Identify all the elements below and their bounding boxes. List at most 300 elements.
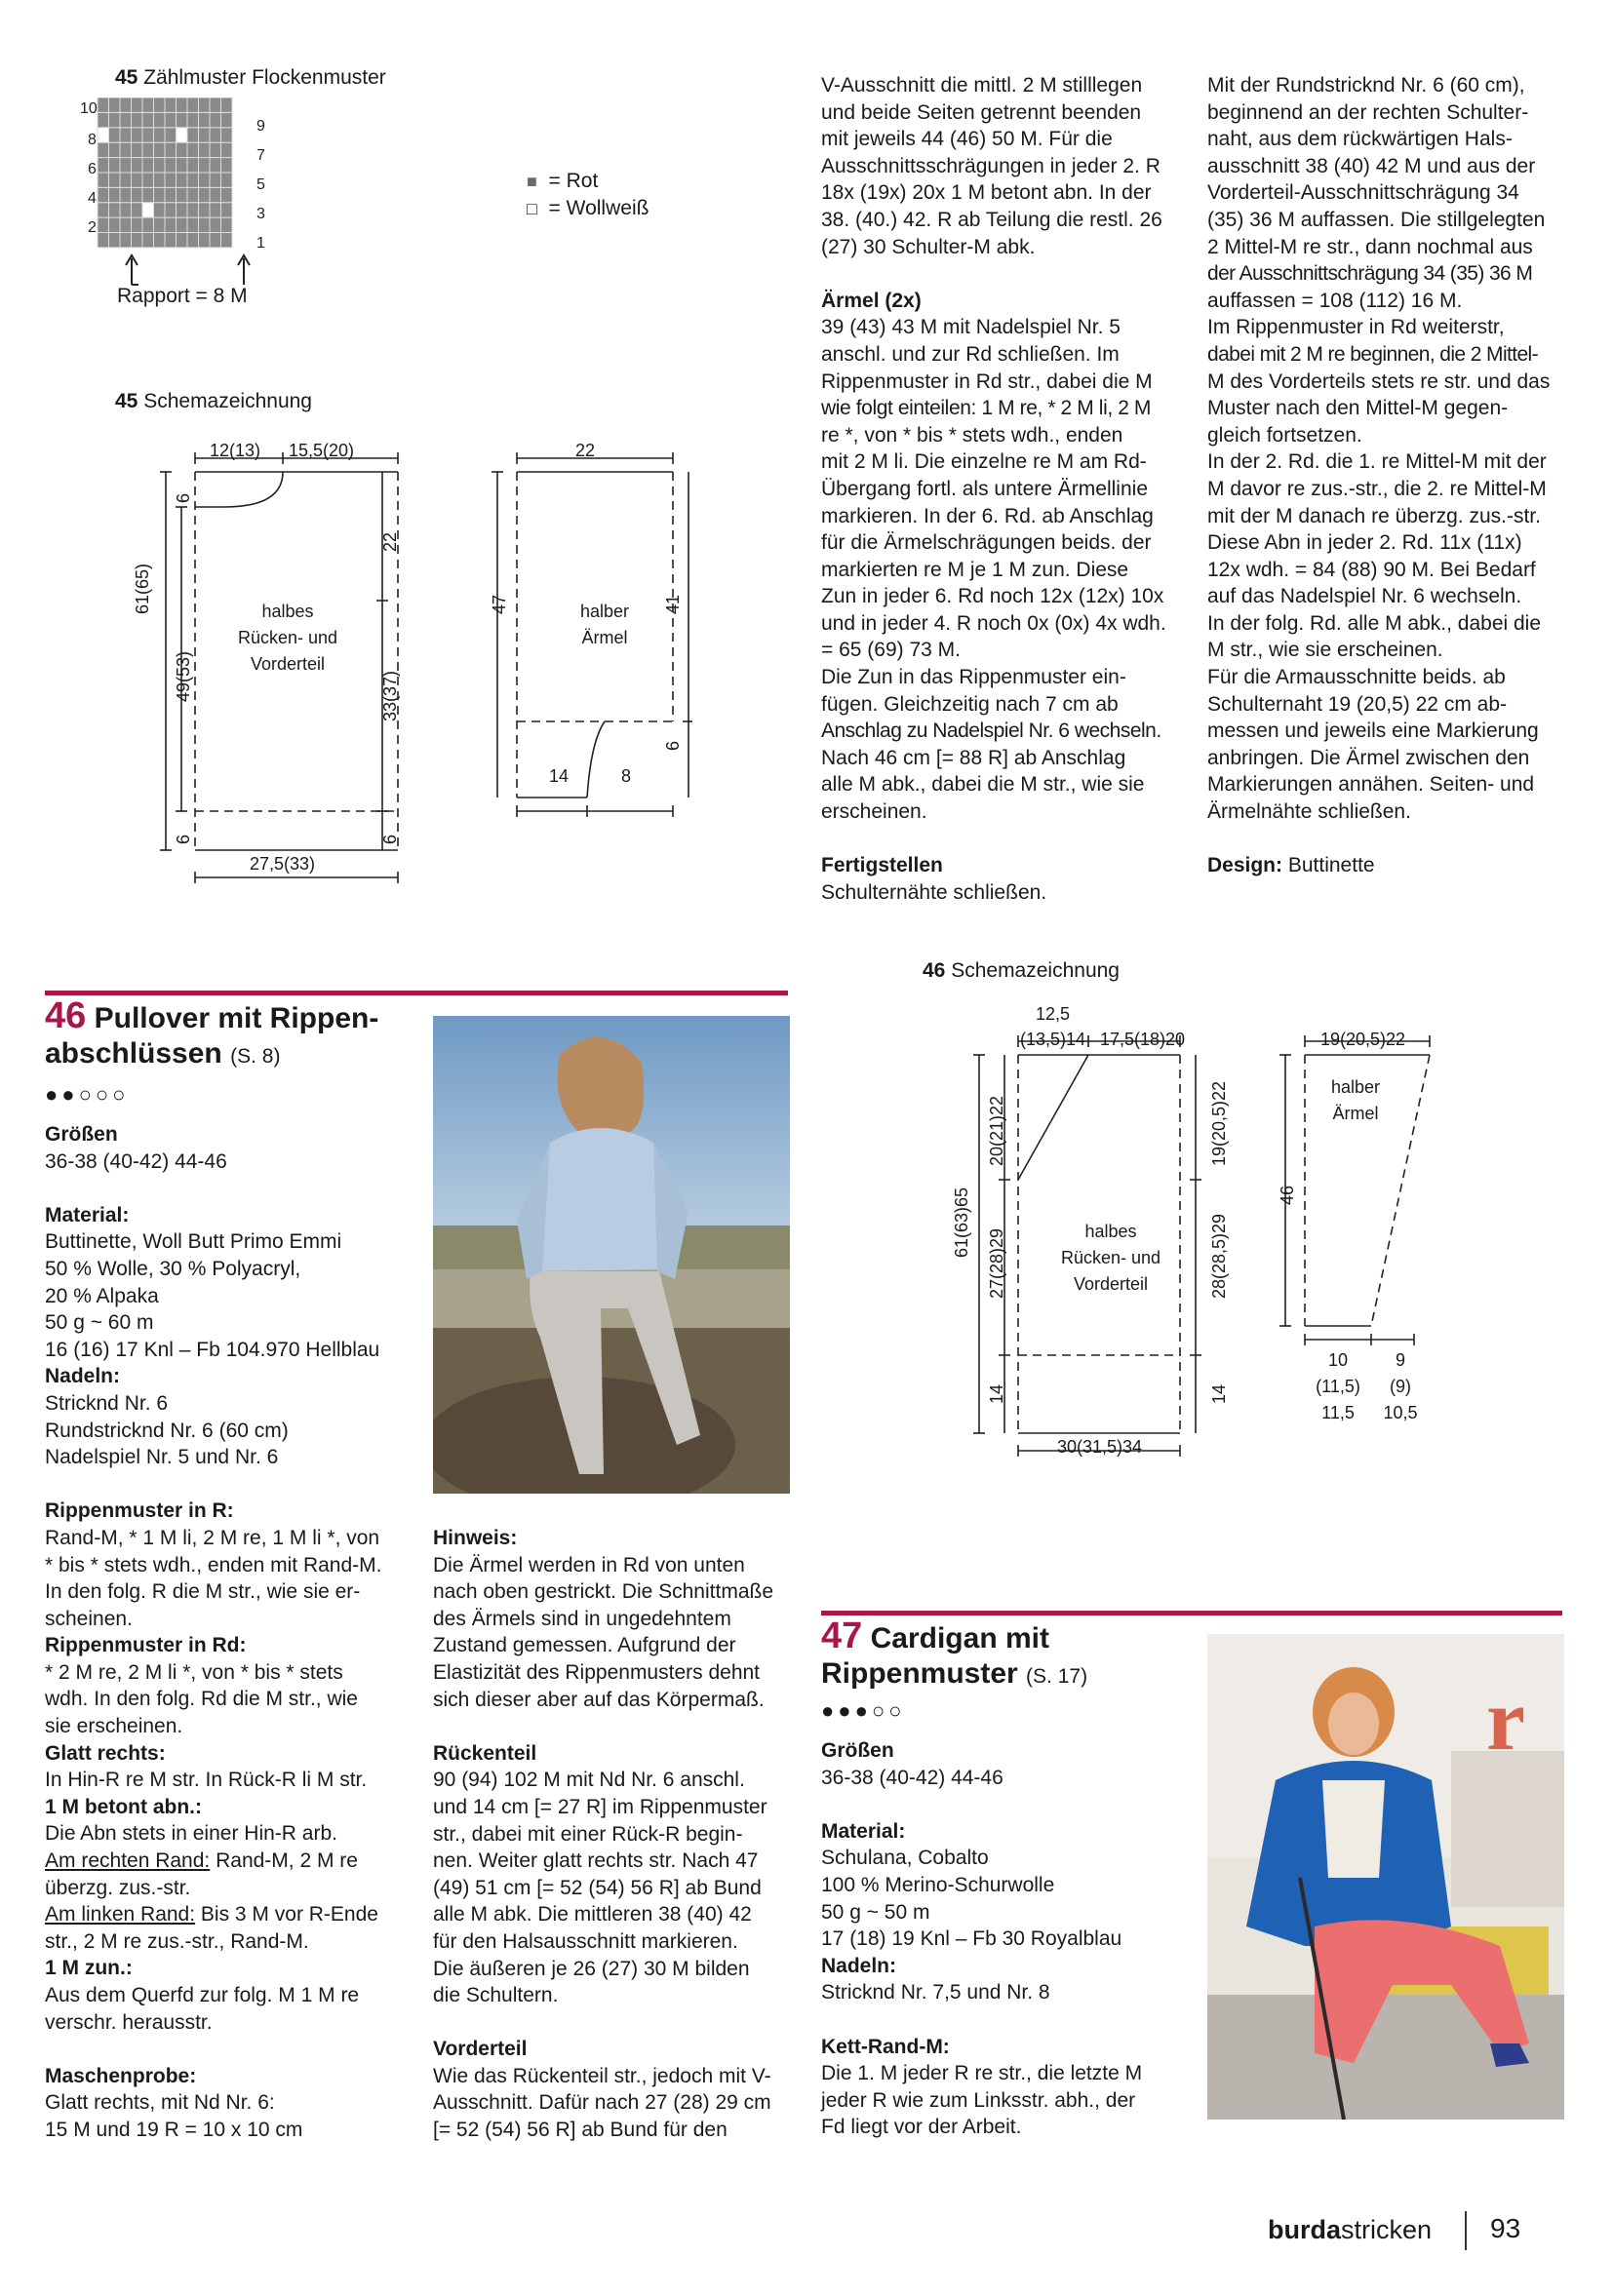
schema46-title bbox=[923, 959, 1120, 983]
p46-number: 46 bbox=[45, 995, 87, 1036]
chart-cell-red bbox=[98, 97, 109, 112]
text-line: 90 (94) 102 M mit Nd Nr. 6 anschl. bbox=[433, 1769, 745, 1792]
footer-divider bbox=[1465, 2211, 1467, 2250]
chart-cell-red bbox=[120, 142, 132, 157]
chart-cell-red bbox=[210, 112, 221, 127]
chart-cell-red bbox=[154, 128, 166, 142]
text-line: scheinen. bbox=[45, 1607, 133, 1630]
piece-label-line: halbes bbox=[261, 602, 314, 621]
chart-cell-red bbox=[98, 203, 109, 217]
text-line: des Ärmels sind in ungedehntem bbox=[433, 1607, 731, 1630]
chart-cell-red bbox=[199, 112, 211, 127]
dim-label: 17,5(18)20 bbox=[1100, 1030, 1186, 1049]
dim-label: 8 bbox=[621, 766, 632, 786]
text-line: nen. Weiter glatt rechts str. Nach 47 bbox=[433, 1849, 759, 1873]
text-line: Rand-M, * 1 M li, 2 M re, 1 M li *, von bbox=[45, 1526, 380, 1549]
schema45-title bbox=[115, 390, 312, 413]
brand-bold: burda bbox=[1268, 2215, 1342, 2244]
chart-cell-red bbox=[142, 232, 154, 247]
chart-cell-red bbox=[109, 217, 121, 232]
text-line: Die 1. M jeder R re str., die letzte M bbox=[821, 2062, 1143, 2085]
chart45-title-text: Zählmuster Flockenmuster bbox=[143, 66, 386, 89]
dim-label: 10,5 bbox=[1383, 1403, 1418, 1422]
section-heading: Rippenmuster in R: bbox=[45, 1499, 234, 1523]
brand-rest: stricken bbox=[1341, 2215, 1433, 2244]
chart-cell-red bbox=[177, 158, 188, 173]
design-value: Buttinette bbox=[1287, 854, 1375, 877]
text-line: dabei mit 2 M re beginnen, die 2 Mittel- bbox=[1207, 342, 1539, 366]
chart45-row-label: 5 bbox=[256, 176, 265, 193]
text-line: gleich fortsetzen. bbox=[1207, 423, 1362, 447]
chart-cell-red bbox=[120, 173, 132, 187]
brand-logo bbox=[1268, 2215, 1432, 2245]
chart45-row-label: 4 bbox=[88, 190, 97, 207]
chart-cell-red bbox=[221, 158, 233, 173]
dim-label: 47 bbox=[490, 594, 509, 614]
chart-cell-red bbox=[120, 217, 132, 232]
chart-cell-red bbox=[187, 232, 199, 247]
chart-cell-red bbox=[109, 232, 121, 247]
text-line: In der folg. Rd. alle M abk., dabei die bbox=[1207, 611, 1542, 635]
text-line: M str., wie sie erscheinen. bbox=[1207, 639, 1443, 662]
dim-label: 6 bbox=[174, 492, 193, 503]
text-line: sich dieser aber auf das Körpermaß. bbox=[433, 1688, 765, 1711]
chart-cell-red bbox=[154, 158, 166, 173]
text-line: (27) 30 Schulter-M abk. bbox=[821, 235, 1036, 258]
dim-label: (13,5)14 bbox=[1020, 1030, 1086, 1049]
chart-cell-red bbox=[120, 232, 132, 247]
text-line: M des Vorderteils stets re str. und das bbox=[1207, 370, 1551, 393]
chart-cell-red bbox=[210, 173, 221, 187]
chart-cell-red bbox=[132, 232, 143, 247]
text-line: Stricknd Nr. 6 bbox=[45, 1391, 169, 1415]
text-line: auffassen = 108 (112) 16 M. bbox=[1207, 289, 1463, 312]
dim-label: 46 bbox=[1278, 1185, 1297, 1205]
dim-label: (11,5) bbox=[1316, 1377, 1360, 1396]
chart-cell-red bbox=[120, 97, 132, 112]
section-heading: 1 M zun.: bbox=[45, 1957, 133, 1980]
chart-cell-red bbox=[221, 142, 233, 157]
text-line: 50 % Wolle, 30 % Polyacryl, bbox=[45, 1257, 301, 1280]
chart-cell-red bbox=[154, 187, 166, 202]
section-heading: Nadeln: bbox=[45, 1365, 121, 1388]
dim-label: 6 bbox=[174, 834, 193, 844]
chart-cell-red bbox=[154, 217, 166, 232]
chart-cell-red bbox=[142, 158, 154, 173]
chart-cell-red bbox=[120, 112, 132, 127]
dim-label: 14 bbox=[987, 1383, 1006, 1404]
chart-cell-red bbox=[187, 217, 199, 232]
text-line: Elastizität des Rippenmusters dehnt bbox=[433, 1660, 761, 1684]
chart-cell-red bbox=[132, 187, 143, 202]
chart45-row-label: 2 bbox=[88, 219, 97, 236]
dim-label: 49(53) bbox=[174, 650, 193, 702]
chart-cell-red bbox=[165, 173, 177, 187]
chart-cell-red bbox=[120, 128, 132, 142]
chart-cell-red bbox=[154, 173, 166, 187]
text-line: Nadelspiel Nr. 5 und Nr. 6 bbox=[45, 1446, 279, 1469]
text-line: 18x (19x) 20x 1 M betont abn. In der bbox=[821, 181, 1152, 205]
dim-label-stack bbox=[1309, 1347, 1367, 1426]
chart-cell-red bbox=[132, 142, 143, 157]
svg-text:r: r bbox=[1486, 1672, 1525, 1769]
chart-cell-red bbox=[221, 232, 233, 247]
text-line: wdh. In den folg. Rd die M str., wie bbox=[45, 1688, 358, 1711]
text-line: nach oben gestrickt. Die Schnittmaße bbox=[433, 1580, 774, 1604]
section-rule-46 bbox=[45, 991, 788, 995]
col3-top-text bbox=[1207, 72, 1568, 879]
chart-cell-red bbox=[199, 128, 211, 142]
text-line: In den folg. R die M str., wie sie er- bbox=[45, 1580, 361, 1604]
dim-label: 28(28,5)29 bbox=[1209, 1213, 1229, 1299]
chart-cell-red bbox=[187, 187, 199, 202]
section-heading: Ärmel (2x) bbox=[821, 289, 922, 312]
dim-label: 33(37) bbox=[380, 670, 400, 721]
chart-cell-red bbox=[98, 142, 109, 157]
piece-label-line: halbes bbox=[1084, 1222, 1137, 1241]
chart-cell-red bbox=[210, 97, 221, 112]
text-line: * 2 M re, 2 M li *, von * bis * stets bbox=[45, 1660, 343, 1684]
dim-label-stack bbox=[1371, 1347, 1430, 1426]
chart-cell-red bbox=[210, 203, 221, 217]
text-line: Zun in jeder 6. Rd noch 12x (12x) 10x bbox=[821, 585, 1164, 608]
text-line: wie folgt einteilen: 1 M re, * 2 M li, 2 M bbox=[821, 397, 1152, 420]
chart-cell-red bbox=[154, 142, 166, 157]
p47-title-line: Cardigan mit bbox=[870, 1622, 1049, 1654]
chart-cell-white bbox=[177, 128, 188, 142]
chart-cell-red bbox=[109, 173, 121, 187]
chart-cell-red bbox=[187, 97, 199, 112]
text-line: Die Zun in das Rippenmuster ein- bbox=[821, 666, 1126, 689]
chart-cell-red bbox=[98, 112, 109, 127]
text-line: die Schultern. bbox=[433, 1984, 559, 2007]
legend-text: = Rot bbox=[548, 170, 599, 192]
design-credit bbox=[1207, 852, 1568, 879]
dim-label: 19(20,5)22 bbox=[1209, 1080, 1229, 1166]
text-line: alle M abk., dabei die M str., wie sie bbox=[821, 773, 1145, 797]
difficulty-rating: ●●○○○ bbox=[45, 1082, 130, 1107]
text-line: 2 Mittel-M re str., dann nochmal aus bbox=[1207, 235, 1533, 258]
text-line bbox=[45, 1901, 415, 1928]
section-rule-47 bbox=[821, 1611, 1562, 1615]
chart-cell-red bbox=[221, 128, 233, 142]
text-line: naht, aus dem rückwärtigen Hals- bbox=[1207, 128, 1513, 151]
chart-cell-red bbox=[221, 217, 233, 232]
text-line: markierten re M je 1 M zun. Diese bbox=[821, 558, 1129, 581]
chart-cell-red bbox=[165, 158, 177, 173]
text-line: In der 2. Rd. die 1. re Mittel-M mit der bbox=[1207, 450, 1547, 474]
dim-label: 27,5(33) bbox=[250, 854, 316, 874]
chart-cell-red bbox=[221, 203, 233, 217]
section-heading: Fertigstellen bbox=[821, 854, 943, 877]
legend-item-white bbox=[527, 195, 649, 222]
text-line: anbringen. Die Ärmel zwischen den bbox=[1207, 746, 1530, 769]
text-line: Fd liegt vor der Arbeit. bbox=[821, 2116, 1022, 2139]
text-line: markieren. In der 6. Rd. ab Anschlag bbox=[821, 504, 1154, 527]
chart-cell-red bbox=[142, 128, 154, 142]
chart-cell-red bbox=[142, 187, 154, 202]
dim-label: 9 bbox=[1395, 1350, 1405, 1370]
piece-label bbox=[551, 599, 658, 651]
text-line: fügen. Gleichzeitig nach 7 cm ab bbox=[821, 692, 1119, 716]
text-line: [= 52 (54) 56 R] ab Bund für den bbox=[433, 2119, 728, 2142]
col2-top-text bbox=[821, 72, 1182, 906]
chart-cell-red bbox=[210, 217, 221, 232]
piece-label-line: Rücken- und bbox=[1060, 1248, 1161, 1267]
dim-label: 14 bbox=[1209, 1383, 1229, 1404]
text-line: mit der M danach re überzg. zus.-str. bbox=[1207, 504, 1541, 527]
p46-title-line: abschlüssen bbox=[45, 1037, 222, 1070]
dim-label: 12(13) bbox=[210, 441, 261, 460]
text-line: str., 2 M re zus.-str., Rand-M. bbox=[45, 1929, 309, 1953]
p46-page-ref: (S. 8) bbox=[230, 1045, 281, 1068]
dim-label: 6 bbox=[380, 834, 400, 844]
text-line: 36-38 (40-42) 44-46 bbox=[821, 1766, 1003, 1789]
chart-cell-red bbox=[109, 142, 121, 157]
chart-cell-red bbox=[142, 97, 154, 112]
text-line: Nach 46 cm [= 88 R] ab Anschlag bbox=[821, 746, 1126, 769]
text-line: In Hin-R re M str. In Rück-R li M str. bbox=[45, 1769, 368, 1792]
chart-cell-red bbox=[165, 232, 177, 247]
text-line: Rundstricknd Nr. 6 (60 cm) bbox=[45, 1419, 289, 1442]
piece-label bbox=[224, 599, 351, 678]
chart-cell-red bbox=[109, 97, 121, 112]
p46-title bbox=[45, 995, 435, 1074]
text-line: für den Halsausschnitt markieren. bbox=[433, 1929, 738, 1953]
chart-cell-red bbox=[154, 112, 166, 127]
chart45-row-label: 1 bbox=[256, 235, 265, 252]
section-heading: Kett-Rand-M: bbox=[821, 2035, 950, 2058]
text-line: 16 (16) 17 Knl – Fb 104.970 Hellblau bbox=[45, 1338, 380, 1361]
dim-label: 20(21)22 bbox=[987, 1095, 1006, 1166]
chart45-row-label: 3 bbox=[256, 206, 265, 222]
chart-cell-red bbox=[210, 232, 221, 247]
text-line: Übergang fortl. als untere Ärmellinie bbox=[821, 477, 1148, 500]
text-line: Schulternaht 19 (20,5) 22 cm ab- bbox=[1207, 692, 1508, 716]
chart-cell-red bbox=[98, 158, 109, 173]
p47-page-ref: (S. 17) bbox=[1026, 1665, 1088, 1688]
chart45-legend bbox=[527, 168, 649, 222]
text-line: str., dabei mit einer Rück-R begin- bbox=[433, 1822, 743, 1846]
chart-cell-red bbox=[177, 217, 188, 232]
text-line: ausschnitt 38 (40) 42 M und aus der bbox=[1207, 154, 1536, 177]
chart-cell-red bbox=[210, 128, 221, 142]
piece-label-line: Vorderteil bbox=[1073, 1274, 1149, 1294]
chart-cell-red bbox=[187, 173, 199, 187]
text-line: Ausschnitt. Dafür nach 27 (28) 29 cm bbox=[433, 2091, 771, 2115]
chart-cell-red bbox=[187, 203, 199, 217]
chart-cell-white bbox=[142, 203, 154, 217]
chart-cell-red bbox=[109, 158, 121, 173]
piece-label-line: Vorderteil bbox=[250, 654, 326, 674]
chart-cell-red bbox=[120, 203, 132, 217]
text-line: beginnend an der rechten Schulter- bbox=[1207, 100, 1529, 124]
dim-label: 61(63)65 bbox=[952, 1187, 971, 1258]
dim-label: 14 bbox=[549, 766, 570, 786]
section-heading: Material: bbox=[821, 1819, 906, 1843]
chart-cell-red bbox=[177, 97, 188, 112]
chart-cell-red bbox=[120, 158, 132, 173]
piece-label-line: Ärmel bbox=[581, 628, 628, 647]
text-line: * bis * stets wdh., enden mit Rand-M. bbox=[45, 1553, 382, 1576]
p46-title-line: Pullover mit Rippen- bbox=[94, 1002, 379, 1034]
chart-cell-red bbox=[142, 112, 154, 127]
text-line: Glatt rechts, mit Nd Nr. 6: bbox=[45, 2091, 275, 2115]
chart-cell-red bbox=[199, 203, 211, 217]
chart-cell-red bbox=[187, 142, 199, 157]
section-heading: 1 M betont abn.: bbox=[45, 1795, 202, 1818]
text-line: 12x wdh. = 84 (88) 90 M. Bei Bedarf bbox=[1207, 558, 1536, 581]
text-line: 38. (40.) 42. R ab Teilung die restl. 26 bbox=[821, 208, 1162, 231]
text-line: Mit der Rundstricknd Nr. 6 (60 cm), bbox=[1207, 74, 1525, 97]
text-line bbox=[45, 1848, 415, 1875]
chart45-row-label: 10 bbox=[80, 100, 98, 117]
text-line: Die Abn stets in einer Hin-R arb. bbox=[45, 1822, 337, 1846]
chart-cell-red bbox=[132, 217, 143, 232]
chart-cell-red bbox=[177, 232, 188, 247]
section-heading: Maschenprobe: bbox=[45, 2064, 197, 2087]
text-line: Die äußeren je 26 (27) 30 M bilden bbox=[433, 1957, 750, 1980]
dim-label: 22 bbox=[380, 531, 400, 552]
dim-label: 6 bbox=[663, 740, 683, 751]
chart-cell-red bbox=[98, 232, 109, 247]
text-span: Rand-M, 2 M re bbox=[210, 1849, 358, 1873]
text-line: und in jeder 4. R noch 0x (0x) 4x wdh. bbox=[821, 611, 1166, 635]
chart-cell-red bbox=[109, 112, 121, 127]
chart-cell-red bbox=[187, 112, 199, 127]
section-heading: Material: bbox=[45, 1203, 130, 1226]
chart-cell-red bbox=[109, 128, 121, 142]
chart45-row-label: 6 bbox=[88, 161, 97, 177]
dim-label: 41 bbox=[663, 594, 683, 614]
chart-cell-red bbox=[132, 128, 143, 142]
text-line: sie erscheinen. bbox=[45, 1715, 183, 1738]
chart-cell-red bbox=[120, 187, 132, 202]
section-heading: Größen bbox=[45, 1123, 118, 1146]
dim-label: (9) bbox=[1390, 1377, 1411, 1396]
dim-label: 30(31,5)34 bbox=[1057, 1437, 1143, 1457]
chart-cell-red bbox=[165, 187, 177, 202]
chart-cell-red bbox=[210, 142, 221, 157]
text-line: der Ausschnittschrägung 34 (35) 36 M bbox=[1207, 262, 1533, 286]
text-line: (35) 36 M auffassen. Die stillgelegten bbox=[1207, 208, 1546, 231]
p47-title-line: Rippenmuster bbox=[821, 1657, 1018, 1690]
chart-cell-red bbox=[109, 187, 121, 202]
chart-cell-red bbox=[165, 203, 177, 217]
text-line: re *, von * bis * stets wdh., enden bbox=[821, 423, 1123, 447]
schema45-diagram bbox=[127, 429, 692, 897]
chart-cell-red bbox=[132, 97, 143, 112]
chart-cell-red bbox=[132, 158, 143, 173]
text-line: Anschlag zu Nadelspiel Nr. 6 wechseln. bbox=[821, 720, 1161, 743]
chart-cell-red bbox=[199, 217, 211, 232]
underlined-term: Am rechten Rand: bbox=[45, 1849, 211, 1873]
dim-label: 10 bbox=[1327, 1350, 1349, 1370]
chart45-grid bbox=[78, 97, 293, 312]
chart-cell-red bbox=[165, 97, 177, 112]
chart-cell-red bbox=[221, 97, 233, 112]
pullover-photo bbox=[433, 1016, 790, 1494]
text-line: 50 g ~ 60 m bbox=[45, 1311, 154, 1335]
chart-cell-red bbox=[199, 97, 211, 112]
text-line: Vorderteil-Ausschnittschrägung 34 bbox=[1207, 181, 1519, 205]
chart-cell-red bbox=[221, 173, 233, 187]
legend-text: = Wollweiß bbox=[548, 197, 649, 219]
schema46-number: 46 bbox=[923, 959, 946, 982]
text-line: 100 % Merino-Schurwolle bbox=[821, 1873, 1055, 1896]
text-line: (49) 51 cm [= 52 (54) 56 R] ab Bund bbox=[433, 1876, 762, 1899]
difficulty-rating: ●●●○○ bbox=[821, 1698, 906, 1723]
text-line: alle M abk. Die mittleren 38 (40) 42 bbox=[433, 1903, 752, 1926]
text-line: Buttinette, Woll Butt Primo Emmi bbox=[45, 1230, 342, 1254]
legend-symbol: ■ bbox=[527, 172, 537, 191]
chart-cell-red bbox=[165, 128, 177, 142]
chart-cell-red bbox=[199, 232, 211, 247]
chart-cell-red bbox=[221, 112, 233, 127]
text-line: Im Rippenmuster in Rd weiterstr, bbox=[1207, 316, 1505, 339]
text-line: 39 (43) 43 M mit Nadelspiel Nr. 5 bbox=[821, 316, 1121, 339]
text-line: = 65 (69) 73 M. bbox=[821, 639, 961, 662]
text-line: anschl. und zur Rd schließen. Im bbox=[821, 342, 1120, 366]
text-line: und 14 cm [= 27 R] im Rippenmuster bbox=[433, 1795, 767, 1818]
piece-label bbox=[1047, 1219, 1174, 1298]
chart-cell-red bbox=[210, 187, 221, 202]
schema46-title-text: Schemazeichnung bbox=[951, 959, 1120, 982]
chart-cell-red bbox=[177, 203, 188, 217]
text-line: Die Ärmel werden in Rd von unten bbox=[433, 1553, 745, 1576]
text-line: messen und jeweils eine Markierung bbox=[1207, 720, 1539, 743]
text-line: für die Ärmelschrägungen beids. der bbox=[821, 531, 1152, 555]
chart-cell-red bbox=[187, 158, 199, 173]
section-heading: Hinweis: bbox=[433, 1527, 518, 1549]
chart-cell-red bbox=[154, 97, 166, 112]
text-line: Aus dem Querfd zur folg. M 1 M re bbox=[45, 1984, 360, 2006]
text-line: Schulternähte schließen. bbox=[821, 880, 1047, 904]
chart-cell-red bbox=[165, 142, 177, 157]
chart45-row-label: 9 bbox=[256, 118, 265, 135]
chart-cell-red bbox=[142, 142, 154, 157]
dim-label: 11,5 bbox=[1321, 1403, 1355, 1422]
dim-label: 19(20,5)22 bbox=[1320, 1030, 1406, 1049]
text-line: V-Ausschnitt die mittl. 2 M stilllegen bbox=[821, 74, 1143, 97]
text-line: mit 2 M li. Die einzelne re M am Rd- bbox=[821, 450, 1147, 474]
chart-cell-red bbox=[210, 158, 221, 173]
text-line: Stricknd Nr. 7,5 und Nr. 8 bbox=[821, 1981, 1050, 2004]
chart-cell-red bbox=[177, 187, 188, 202]
dim-label: 12,5 bbox=[1036, 1004, 1071, 1024]
chart-cell-red bbox=[109, 203, 121, 217]
section-heading: Vorderteil bbox=[433, 2038, 528, 2061]
chart-cell-red bbox=[142, 217, 154, 232]
text-line: verschr. herausstr. bbox=[45, 2010, 213, 2034]
text-line: mit jeweils 44 (46) 50 M. Für die bbox=[821, 128, 1113, 151]
section-heading: Glatt rechts: bbox=[45, 1741, 166, 1765]
chart-cell-red bbox=[98, 187, 109, 202]
text-span: Bis 3 M vor R-Ende bbox=[195, 1903, 378, 1926]
text-line: und beide Seiten getrennt beenden bbox=[821, 100, 1142, 124]
chart-cell-red bbox=[132, 173, 143, 187]
chart45-row-label: 8 bbox=[88, 132, 97, 148]
chart45-row-label: 7 bbox=[256, 147, 265, 164]
chart-cell-red bbox=[199, 158, 211, 173]
text-line: 20 % Alpaka bbox=[45, 1284, 159, 1307]
cardigan-photo bbox=[1207, 1634, 1564, 2120]
text-line: Ärmelnähte schließen. bbox=[1207, 800, 1411, 824]
text-line: überzg. zus.-str. bbox=[45, 1876, 191, 1899]
p46-specs bbox=[45, 1121, 415, 2144]
piece-label-line: Rücken- und bbox=[237, 628, 338, 647]
p47-number: 47 bbox=[821, 1615, 863, 1656]
